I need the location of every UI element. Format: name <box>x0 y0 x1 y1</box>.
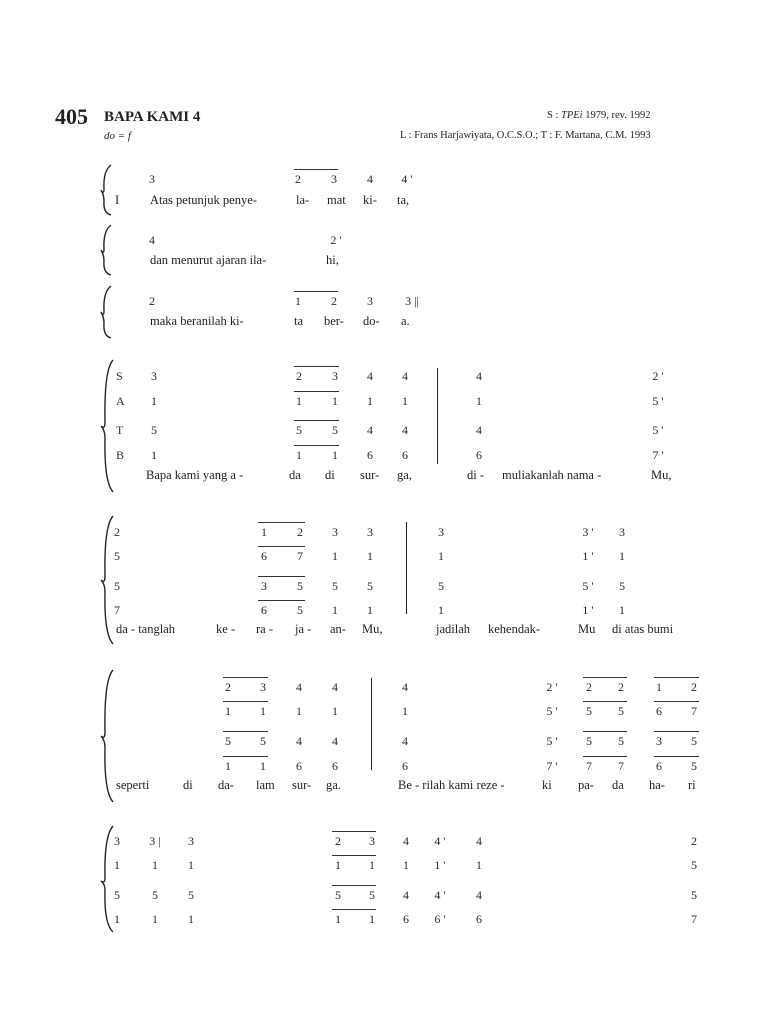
lyric: mat <box>327 193 346 207</box>
lyric: seperti <box>116 778 150 792</box>
source-line <box>547 110 650 121</box>
beam <box>294 169 338 170</box>
beam <box>332 831 376 832</box>
voice-label-tenor: T <box>116 423 124 437</box>
note: 3 | <box>149 834 161 848</box>
note: 6 <box>476 912 482 926</box>
lyric: ra - <box>256 622 273 636</box>
note: 5 <box>691 858 697 872</box>
note: 3 <box>367 525 373 539</box>
note: 6 <box>402 759 408 773</box>
note: 5 <box>586 734 592 748</box>
note: 5 <box>618 734 624 748</box>
note: 3 <box>656 734 662 748</box>
note: 5 ' <box>546 704 558 718</box>
lyric: hi, <box>326 253 339 267</box>
note: 1 <box>656 680 662 694</box>
note: 1 <box>619 549 625 563</box>
lyric: da- <box>218 778 234 792</box>
note: 5 <box>586 704 592 718</box>
note: 3 <box>151 369 157 383</box>
lyric: ber- <box>324 314 344 328</box>
note: 1 <box>296 704 302 718</box>
note: 2 ' <box>652 369 664 383</box>
note: 2 <box>691 680 697 694</box>
note: 1 <box>369 912 375 926</box>
note: 1 <box>152 858 158 872</box>
note: 5 ' <box>582 579 594 593</box>
beam <box>258 600 305 601</box>
note: 2 <box>149 294 155 308</box>
lyric: di <box>183 778 193 792</box>
note: 6 <box>402 448 408 462</box>
note: 4 <box>296 734 302 748</box>
lyric: ha- <box>649 778 665 792</box>
note: 6 <box>332 759 338 773</box>
lyric: ta <box>294 314 304 328</box>
note: 7 <box>297 549 303 563</box>
note: 6 <box>296 759 302 773</box>
note: 5 <box>114 888 120 902</box>
lyric: di - <box>467 468 485 482</box>
note: 4 <box>402 369 408 383</box>
note: 1 <box>332 704 338 718</box>
note: 4 <box>476 834 482 848</box>
lyric: sur- <box>292 778 312 792</box>
lyric: sur- <box>360 468 380 482</box>
voice-label-alto: A <box>116 394 125 408</box>
note: 3 <box>369 834 375 848</box>
note: 5 <box>114 549 120 563</box>
lyric: jadilah <box>436 622 471 636</box>
lyric: ta, <box>397 193 410 207</box>
note: 7 <box>618 759 624 773</box>
note: 1 ' <box>434 858 446 872</box>
note: 6 <box>656 704 662 718</box>
note: 2 <box>691 834 697 848</box>
beam <box>294 291 338 292</box>
note: 7 <box>691 704 697 718</box>
note: 1 <box>332 394 338 408</box>
note: 1 <box>438 549 444 563</box>
note: 6 <box>476 448 482 462</box>
note: 3 <box>188 834 194 848</box>
note: 7 ' <box>546 759 558 773</box>
note: 2 <box>335 834 341 848</box>
note: 7 <box>586 759 592 773</box>
note: 5 <box>691 734 697 748</box>
beam <box>583 677 627 678</box>
note: 1 <box>332 549 338 563</box>
note: 4 <box>367 369 373 383</box>
lyric: ga, <box>397 468 412 482</box>
note: 4 <box>403 888 409 902</box>
beam <box>294 366 339 367</box>
system-brace <box>101 286 113 338</box>
note: 6 <box>367 448 373 462</box>
beam <box>332 855 376 856</box>
note: 5 <box>260 734 266 748</box>
system-brace <box>101 225 113 275</box>
note: 5 <box>619 579 625 593</box>
note: 1 <box>296 394 302 408</box>
note: 3 || <box>405 294 419 308</box>
note: 5 <box>188 888 194 902</box>
note: 1 <box>476 394 482 408</box>
lyric: da <box>612 778 624 792</box>
source-italic: TPEi <box>561 110 583 121</box>
note: 4 ' <box>401 172 413 186</box>
note: 5 <box>332 579 338 593</box>
lyric: maka beranilah ki- <box>150 314 244 328</box>
lyric: Mu, <box>651 468 672 482</box>
note: 1 <box>332 448 338 462</box>
lyric: di <box>325 468 335 482</box>
lyric: ki <box>542 778 552 792</box>
lyric: di atas bumi <box>612 622 674 636</box>
stanza-number: I <box>115 193 120 207</box>
beam <box>583 731 627 732</box>
system-brace <box>101 516 115 644</box>
lyric: Bapa kami yang a - <box>146 468 244 482</box>
note: 3 <box>619 525 625 539</box>
lyric: Mu <box>578 622 596 636</box>
voice-label-bass: B <box>116 448 125 462</box>
note: 2 ' <box>330 233 342 247</box>
beam <box>258 576 305 577</box>
key-signature: do = f <box>104 130 131 142</box>
lyric: da - tanglah <box>116 622 176 636</box>
note: 1 <box>151 394 157 408</box>
note: 5 <box>332 423 338 437</box>
lyric: lam <box>256 778 275 792</box>
note: 4 <box>332 680 338 694</box>
lyric: la- <box>296 193 310 207</box>
note: 1 <box>152 912 158 926</box>
lyric: ki- <box>363 193 377 207</box>
hymn-title: BAPA KAMI 4 <box>104 109 201 125</box>
beam <box>223 756 268 757</box>
note: 1 <box>261 525 267 539</box>
beam <box>332 885 376 886</box>
note: 1 <box>225 704 231 718</box>
note: 2 <box>295 172 301 186</box>
note: 6 <box>403 912 409 926</box>
barline <box>406 522 407 614</box>
note: 3 <box>261 579 267 593</box>
note: 6 <box>656 759 662 773</box>
note: 2 <box>114 525 120 539</box>
source-rest: 1979, rev. 1992 <box>585 110 651 121</box>
hymn-number: 405 <box>55 104 88 129</box>
note: 3 <box>331 172 337 186</box>
note: 1 <box>114 912 120 926</box>
system-brace <box>101 670 115 802</box>
beam <box>654 756 699 757</box>
barline <box>371 678 372 770</box>
system-brace <box>101 360 115 492</box>
beam <box>223 677 268 678</box>
source-prefix: S : <box>547 110 559 121</box>
lyric: Atas petunjuk penye- <box>150 193 257 207</box>
note: 5 <box>152 888 158 902</box>
note: 3 ' <box>582 525 594 539</box>
note: 1 <box>369 858 375 872</box>
note: 5 <box>438 579 444 593</box>
note: 5 <box>114 579 120 593</box>
note: 2 <box>618 680 624 694</box>
note: 1 <box>296 448 302 462</box>
lyric: dan menurut ajaran ila- <box>150 253 267 267</box>
lyric: pa- <box>578 778 594 792</box>
lyric: muliakanlah nama - <box>502 468 602 482</box>
note: 4 <box>402 423 408 437</box>
note: 1 <box>188 858 194 872</box>
credits-line: L : Frans Harjawiyata, O.C.S.O.; T : F. Martana, C.M. 1993 <box>400 130 651 141</box>
note: 5 <box>297 603 303 617</box>
note: 2 <box>297 525 303 539</box>
note: 1 <box>402 394 408 408</box>
note: 4 ' <box>434 888 446 902</box>
note: 1 <box>367 394 373 408</box>
note: 1 <box>438 603 444 617</box>
note: 3 <box>114 834 120 848</box>
note: 4 <box>402 734 408 748</box>
note: 5 <box>296 423 302 437</box>
note: 4 <box>332 734 338 748</box>
note: 1 <box>114 858 120 872</box>
note: 3 <box>149 172 155 186</box>
note: 1 <box>335 858 341 872</box>
note: 1 <box>476 858 482 872</box>
lyric: do- <box>363 314 380 328</box>
note: 5 <box>335 888 341 902</box>
lyric: ga. <box>326 778 341 792</box>
note: 7 <box>691 912 697 926</box>
note: 1 <box>332 603 338 617</box>
note: 1 <box>151 448 157 462</box>
note: 1 <box>188 912 194 926</box>
note: 5 ' <box>652 394 664 408</box>
beam <box>583 756 627 757</box>
lyric: an- <box>330 622 346 636</box>
note: 1 ' <box>582 603 594 617</box>
beam <box>654 701 699 702</box>
beam <box>294 391 339 392</box>
note: 6 <box>261 603 267 617</box>
lyric: ri <box>688 778 696 792</box>
note: 5 <box>151 423 157 437</box>
note: 3 <box>332 369 338 383</box>
lyric: da <box>289 468 301 482</box>
barline <box>437 368 438 464</box>
note: 4 <box>476 888 482 902</box>
note: 5 <box>691 759 697 773</box>
beam <box>223 731 268 732</box>
note: 5 <box>618 704 624 718</box>
note: 3 <box>367 294 373 308</box>
lyric: ja - <box>295 622 312 636</box>
beam <box>258 522 305 523</box>
beam <box>654 731 699 732</box>
note: 5 <box>225 734 231 748</box>
note: 2 ' <box>546 680 558 694</box>
note: 4 ' <box>434 834 446 848</box>
note: 2 <box>296 369 302 383</box>
note: 3 <box>438 525 444 539</box>
note: 4 <box>402 680 408 694</box>
note: 1 ' <box>582 549 594 563</box>
note: 5 <box>691 888 697 902</box>
system-brace <box>101 826 115 932</box>
note: 1 <box>367 549 373 563</box>
beam <box>294 445 339 446</box>
note: 1 <box>260 759 266 773</box>
note: 5 ' <box>652 423 664 437</box>
note: 3 <box>332 525 338 539</box>
note: 4 <box>403 834 409 848</box>
note: 7 <box>114 603 120 617</box>
note: 1 <box>367 603 373 617</box>
note: 1 <box>335 912 341 926</box>
lyric: ke - <box>216 622 236 636</box>
note: 1 <box>402 704 408 718</box>
note: 1 <box>225 759 231 773</box>
note: 5 <box>369 888 375 902</box>
system-brace <box>101 165 113 215</box>
beam <box>294 420 339 421</box>
note: 3 <box>260 680 266 694</box>
note: 1 <box>403 858 409 872</box>
voice-label-soprano: S <box>116 369 123 383</box>
beam <box>583 701 627 702</box>
beam <box>332 909 376 910</box>
note: 6 <box>261 549 267 563</box>
beam <box>258 546 305 547</box>
note: 6 ' <box>434 912 446 926</box>
lyric: Mu, <box>362 622 383 636</box>
note: 2 <box>225 680 231 694</box>
note: 1 <box>260 704 266 718</box>
note: 4 <box>476 369 482 383</box>
beam <box>223 701 268 702</box>
note: 7 ' <box>652 448 664 462</box>
note: 5 ' <box>546 734 558 748</box>
note: 4 <box>149 233 155 247</box>
lyric: kehendak- <box>488 622 541 636</box>
note: 2 <box>586 680 592 694</box>
lyric: Be - rilah kami reze - <box>398 778 505 792</box>
note: 5 <box>297 579 303 593</box>
lyric: a. <box>401 314 410 328</box>
beam <box>654 677 699 678</box>
note: 1 <box>295 294 301 308</box>
note: 4 <box>296 680 302 694</box>
note: 4 <box>367 423 373 437</box>
note: 2 <box>331 294 337 308</box>
note: 1 <box>619 603 625 617</box>
note: 4 <box>367 172 373 186</box>
note: 4 <box>476 423 482 437</box>
note: 5 <box>367 579 373 593</box>
